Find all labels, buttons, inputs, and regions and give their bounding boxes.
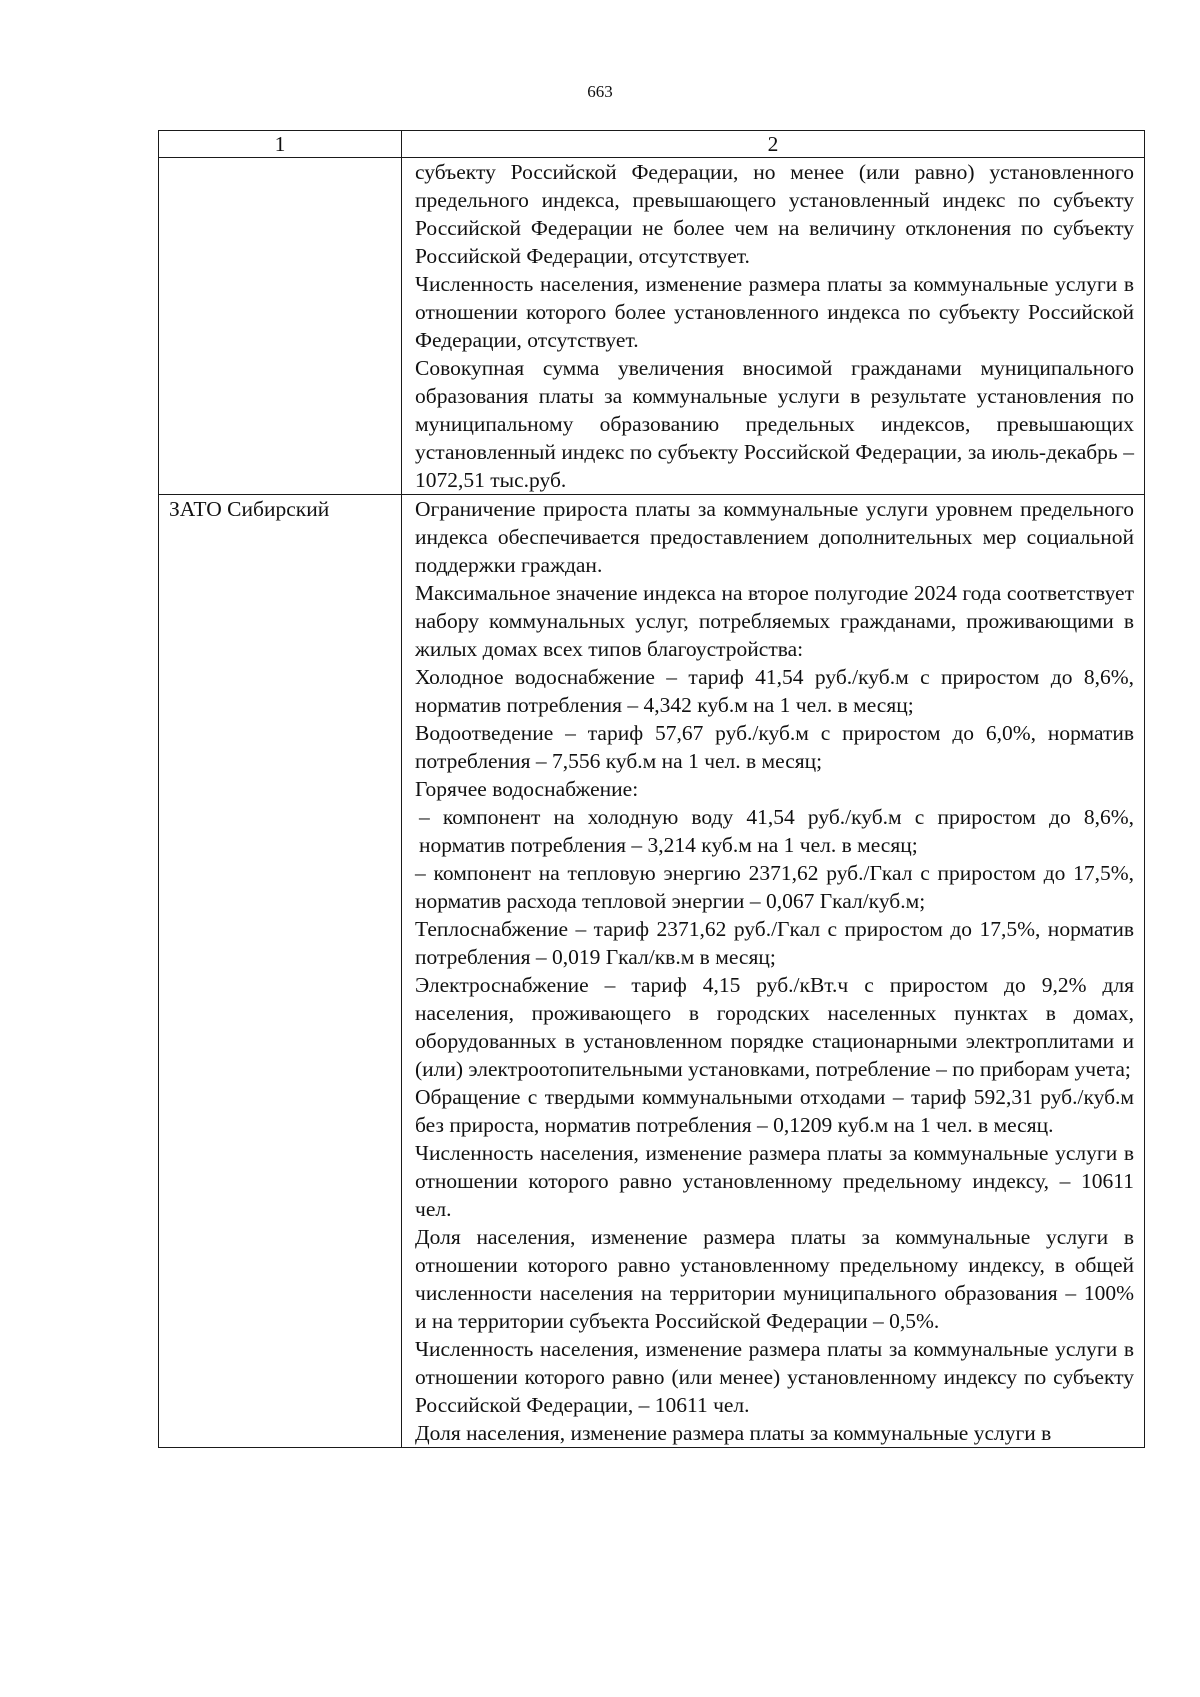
- paragraph: Ограничение прироста платы за коммунальные услуги уровнем предельного индекса обеспечивается предоставлением дополнительных мер социальной поддержки граждан.: [415, 497, 1134, 577]
- page-number: 663: [587, 82, 613, 101]
- paragraph: Совокупная сумма увеличения вносимой гражданами муниципального образования платы за коммунальные услуги в результате установления по муниципальному образованию предельных индексов, превышающих установленный индекс по субъекту Российской Федерации, за июль-декабрь – 1072,51 тыс.руб.: [415, 356, 1134, 492]
- paragraph: Доля населения, изменение размера платы за коммунальные услуги в: [415, 1421, 1052, 1445]
- description-cell: [402, 495, 1145, 1448]
- column-header-1: 1: [159, 131, 402, 158]
- municipality-name-cell: [159, 158, 402, 495]
- paragraph: Численность населения, изменение размера платы за коммунальные услуги в отношении которого более установленного индекса по субъекту Российской Федерации, отсутствует.: [415, 272, 1134, 352]
- paragraph: Максимальное значение индекса на второе полугодие 2024 года соответствует набору коммунальных услуг, потребляемых гражданами, проживающими в жилых домах всех типов благоустройства:: [415, 581, 1134, 661]
- municipality-name-cell: ЗАТО Сибирский: [159, 495, 402, 1448]
- table-row: [159, 158, 1145, 495]
- table-header-row: [159, 131, 1145, 158]
- paragraph: – компонент на холодную воду 41,54 руб./куб.м с приростом до 8,6%, норматив потребления – 3,214 куб.м на 1 чел. в месяц;: [419, 805, 1134, 857]
- paragraph: Водоотведение – тариф 57,67 руб./куб.м с приростом до 6,0%, норматив потребления – 7,556 куб.м на 1 чел. в месяц;: [415, 721, 1134, 773]
- paragraph: Теплоснабжение – тариф 2371,62 руб./Гкал с приростом до 17,5%, норматив потребления – 0,019 Гкал/кв.м в месяц;: [415, 917, 1134, 969]
- paragraph: Холодное водоснабжение – тариф 41,54 руб./куб.м с приростом до 8,6%, норматив потребления – 4,342 куб.м на 1 чел. в месяц;: [415, 665, 1134, 717]
- paragraph: – компонент на тепловую энергию 2371,62 руб./Гкал с приростом до 17,5%, норматив расхода тепловой энергии – 0,067 Гкал/куб.м;: [415, 861, 1134, 913]
- document-table: [158, 130, 1145, 1448]
- paragraph: Электроснабжение – тариф 4,15 руб./кВт.ч с приростом до 9,2% для населения, проживающего в городских населенных пунктах в домах, оборудованных в установленном порядке стационарными электроплитами и (или) электроотопительными установками, потребление – по приборам учета;: [415, 973, 1134, 1081]
- paragraph: Горячее водоснабжение:: [415, 777, 639, 801]
- column-header-2: 2: [402, 131, 1145, 158]
- paragraph: Численность населения, изменение размера платы за коммунальные услуги в отношении которого равно установленному предельному индексу, – 10611 чел.: [415, 1141, 1134, 1221]
- description-cell: [402, 158, 1145, 495]
- paragraph: Доля населения, изменение размера платы за коммунальные услуги в отношении которого равно установленному предельному индексу, в общей численности населения на территории муниципального образования – 100% и на территории субъекта Российской Федерации – 0,5%.: [415, 1225, 1134, 1333]
- paragraph: субъекту Российской Федерации, но менее (или равно) установленного предельного индекса, превышающего установленный индекс по субъекту Российской Федерации не более чем на величину отклонения по субъекту Российской Федерации, отсутствует.: [415, 160, 1134, 268]
- paragraph: Численность населения, изменение размера платы за коммунальные услуги в отношении которого равно (или менее) установленному индексу по субъекту Российской Федерации, – 10611 чел.: [415, 1337, 1134, 1417]
- paragraph: Обращение с твердыми коммунальными отходами – тариф 592,31 руб./куб.м без прироста, норматив потребления – 0,1209 куб.м на 1 чел. в месяц.: [415, 1085, 1134, 1137]
- table-row: [159, 495, 1145, 1448]
